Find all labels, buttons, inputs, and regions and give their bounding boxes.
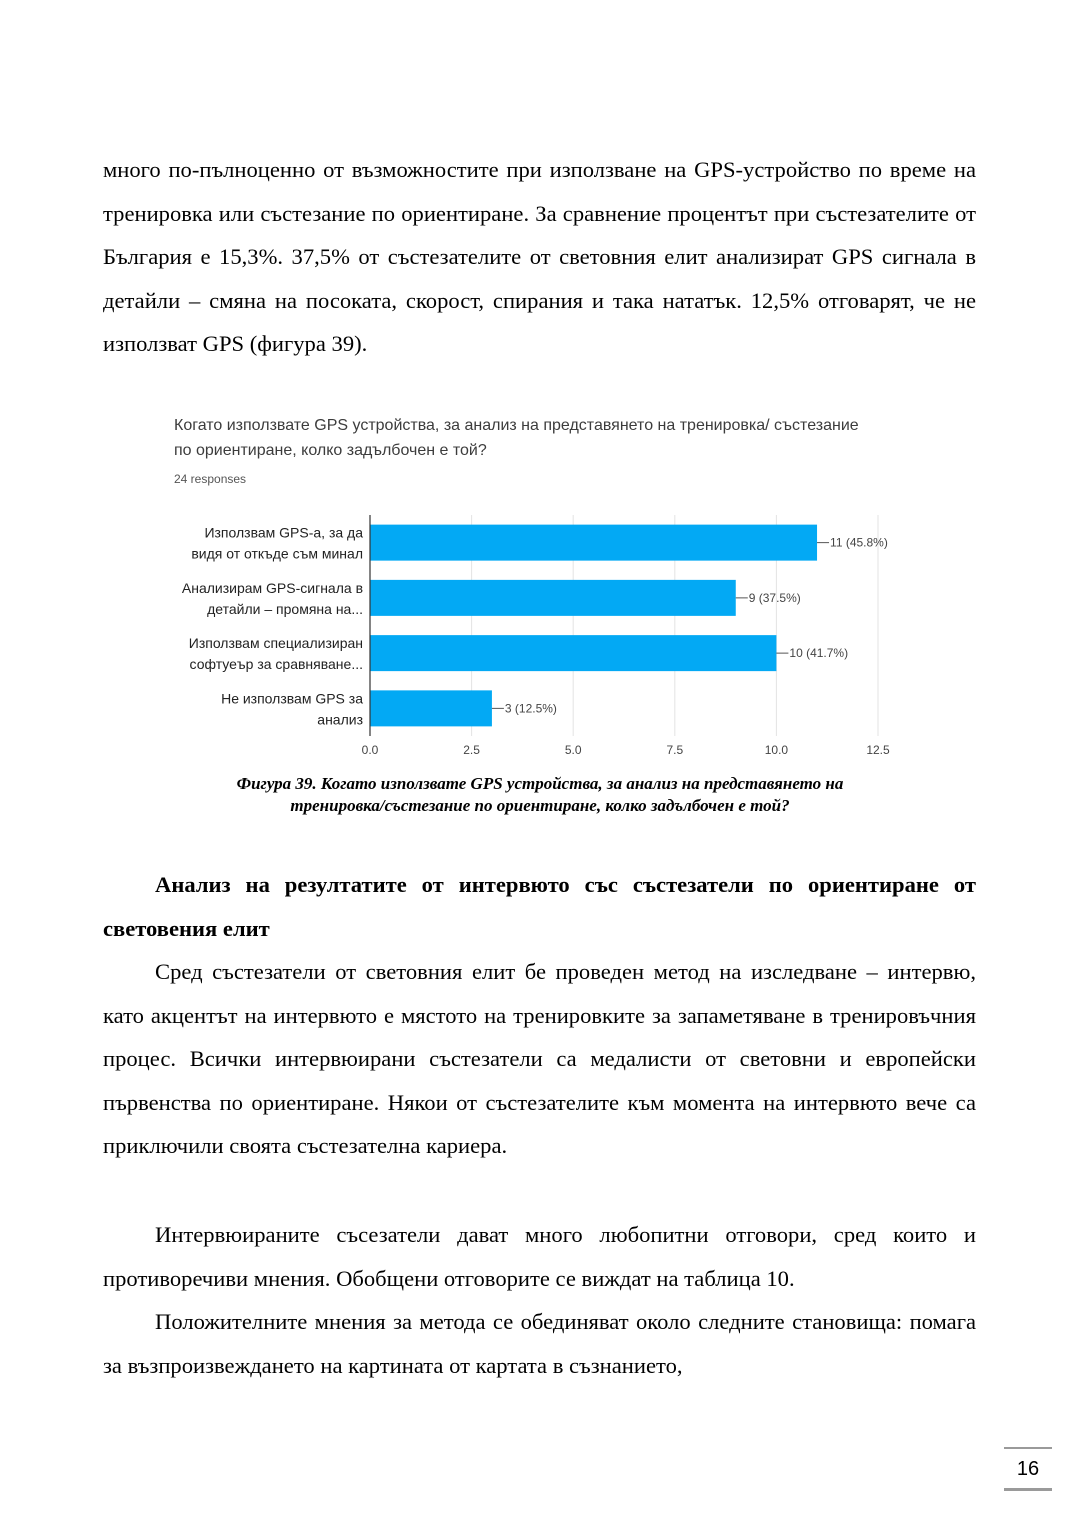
category-label: Използвам специализиран — [188, 635, 363, 652]
bar — [370, 580, 736, 616]
chart-title: Когато използвате GPS устройства, за анализ на представянето на тренировка/ състезание по ориентиране, колко задълбочен е той? — [174, 417, 859, 459]
x-tick-label: 10.0 — [764, 743, 789, 757]
paragraph-interview-answers: Интервюираните съсезатели дават много любопитни отговори, сред които и противоречиви мнения. Обобщени отговорите се виждат на таблица 10. — [103, 1222, 976, 1291]
data-label: 3 (12.5%) — [504, 701, 557, 716]
chart-bars — [370, 525, 817, 727]
paragraph-interview-method: Сред състезатели от световния елит бе проведен метод на изследване – интервю, като акцентът на интервюто е мястото на тренировките за запаметяване в тренировъчния процес. Всички интервюирани състезатели са медалисти от световни и европейски първенства по ориентиране. Някои от състезателите към момента на интервюто вече са приключили своята състезателна кариера. — [103, 959, 976, 1159]
x-tick-label: 0.0 — [361, 743, 379, 757]
chart-data-labels — [492, 536, 888, 716]
category-label: Анализирам GPS-сигнала в — [181, 579, 363, 596]
bar — [370, 690, 492, 726]
category-label: анализ — [317, 711, 363, 728]
category-label: софтуеър за сравняване... — [189, 656, 363, 673]
data-label: 11 (45.8%) — [830, 535, 888, 550]
paragraph-positive-opinions: Положителните мнения за метода се обединяват около следните становища: помага за възпроизвеждането на картината от картата в съзнанието, — [103, 1309, 976, 1378]
section-heading: Анализ на резултатите от интервюто със състезатели по ориентиране от световения елит — [103, 872, 976, 941]
paragraph-intro: много по-пълноценно от възможностите при използване на GPS-устройство по време на тренировка или състезание по ориентиране. За сравнение процентът при състезателите от България е 15,3%. 37,5% от състезателите от световния елит анализират GPS сигнала в детайли – смяна на посоката, скорост, спирания и така нататък. 12,5% отговарят, че не използват GPS (фигура 39). — [103, 157, 976, 357]
category-label: Не използвам GPS за — [221, 690, 363, 707]
x-tick-label: 5.0 — [564, 743, 582, 757]
category-label: видя от откъде съм минал — [191, 545, 363, 562]
figure-caption-line-2: тренировка/състезание по ориентиране, колко задълбочен е той? — [290, 796, 790, 815]
chart-category-labels — [182, 525, 363, 728]
bar — [370, 525, 817, 561]
page-number: 16 — [1004, 1447, 1052, 1491]
data-label: 10 (41.7%) — [789, 646, 849, 661]
chart-response-count: 24 responses — [174, 472, 247, 486]
x-tick-label: 7.5 — [666, 743, 684, 757]
category-label: детайли – промяна на... — [207, 600, 363, 617]
data-label: 9 (37.5%) — [748, 590, 801, 605]
category-label: Използвам GPS-а, за да — [204, 524, 363, 541]
figure-caption-line-1: Фигура 39. Когато използвате GPS устройства, за анализ на представянето на — [236, 774, 844, 793]
chart-x-tick-labels — [362, 743, 890, 757]
figure-caption — [140, 773, 940, 817]
x-tick-label: 2.5 — [463, 743, 480, 757]
x-tick-label: 12.5 — [866, 743, 890, 757]
bar — [370, 635, 776, 671]
